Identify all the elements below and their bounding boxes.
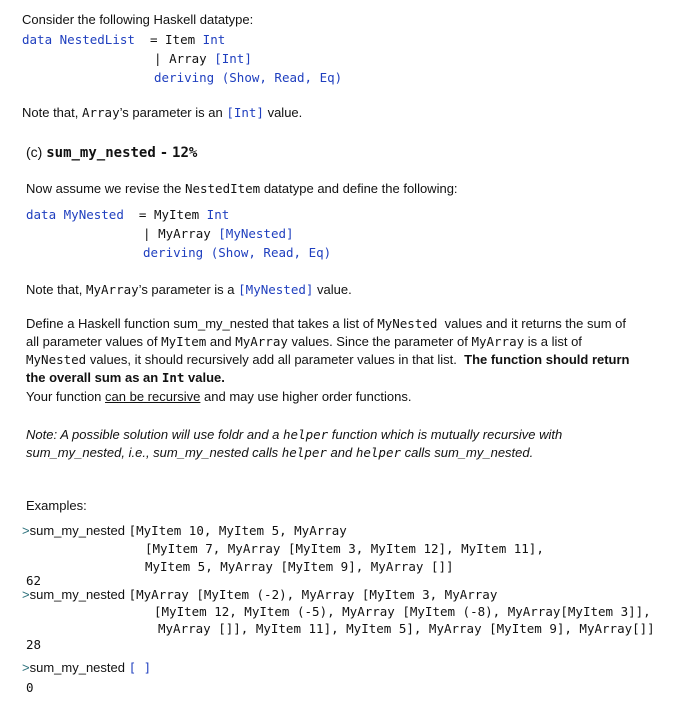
section-title: sum_my_nested [46, 145, 156, 161]
example1-call: sum_my_nested [29, 523, 129, 538]
deriving-classes: (Show, Read, Eq) [210, 245, 332, 260]
hint-code: helper [281, 445, 327, 460]
define-text: values, it should recursively add all parameter values in that list. [86, 352, 465, 367]
define-text: is a list of [524, 334, 582, 349]
example2-line1 [22, 587, 497, 602]
note-text: Note that, [22, 105, 82, 120]
hint-text: and [326, 445, 356, 460]
hint-code: helper [355, 445, 402, 460]
bar-sign: | [143, 226, 151, 241]
equals-sign: = [149, 32, 158, 47]
define-line-2 [26, 334, 582, 349]
define-line-1 [26, 316, 626, 331]
hint-line-2 [26, 445, 533, 460]
section-weight: 12% [172, 145, 198, 161]
example3-arg: [ ] [128, 660, 152, 675]
constructor-myarray-arg: [MyNested] [218, 226, 294, 241]
hint-line-1 [26, 427, 562, 442]
define-underline: can be recursive [105, 389, 201, 404]
section-dash: - [159, 145, 169, 161]
mynested-deriving [143, 245, 331, 260]
example3-line1 [22, 660, 151, 675]
define-code: MyArray [235, 334, 288, 349]
define-code: MyNested [377, 316, 438, 331]
note-code-int-list: [Int] [226, 105, 264, 120]
define-text: all parameter values of [26, 334, 162, 349]
prompt-symbol: > [22, 523, 30, 538]
constructor-myarray: MyArray [158, 226, 211, 241]
constructor-myitem-arg: Int [206, 207, 230, 222]
examples-label: Examples: [26, 498, 87, 513]
assume-pre: Now assume we revise the [26, 181, 185, 196]
note-array-param [22, 105, 302, 120]
note-code-mynested-list: [MyNested] [238, 282, 314, 297]
define-code: MyItem [161, 334, 207, 349]
nestedlist-decl-line2 [154, 51, 252, 66]
type-name: MyNested [63, 207, 124, 222]
note-text: Note that, [26, 282, 86, 297]
note-code-array: Array [81, 105, 120, 120]
type-name: NestedList [59, 32, 135, 47]
define-text: Your function [26, 389, 106, 404]
hint-text: Note: A possible solution will use foldr and a [26, 427, 284, 442]
define-text: values and it returns the sum of [437, 316, 627, 331]
equals-sign: = [138, 207, 147, 222]
define-code: MyNested [26, 352, 87, 367]
define-bold: value. [184, 370, 225, 385]
define-text: Define a Haskell function sum_my_nested that takes a list of [26, 316, 378, 331]
constructor-item-arg: Int [202, 32, 226, 47]
data-keyword: data [22, 32, 53, 47]
define-code: MyArray [471, 334, 525, 349]
note-text-post: value. [313, 282, 352, 297]
nestedlist-deriving [154, 70, 342, 85]
example3-call: sum_my_nested [29, 660, 129, 675]
mynested-decl-line2 [143, 226, 294, 241]
example1-arg-line2: [MyItem 7, MyArray [MyItem 3, MyItem 12], MyItem 11], [145, 541, 544, 556]
data-keyword: data [26, 207, 57, 222]
constructor-array-arg: [Int] [214, 51, 252, 66]
example1-result: 62 [26, 573, 42, 588]
section-label: (c) [26, 144, 43, 160]
note-text-mid: ’s parameter is a [138, 282, 239, 297]
hint-code: helper [283, 427, 329, 442]
define-line-3 [26, 352, 630, 367]
example1-arg-line1: [MyItem 10, MyItem 5, MyArray [128, 523, 347, 538]
example1-arg-line3: MyItem 5, MyArray [MyItem 9], MyArray []] [145, 559, 454, 574]
deriving-keyword: deriving [154, 70, 215, 85]
note-code-myarray: MyArray [85, 282, 139, 297]
hint-text: function which is mutually recursive with [328, 427, 563, 442]
example2-call: sum_my_nested [29, 587, 129, 602]
define-text: and may use higher order functions. [200, 389, 412, 404]
hint-text: calls sum_my_nested. [401, 445, 534, 460]
constructor-myitem: MyItem [153, 207, 200, 222]
assume-post: datatype and define the following: [260, 181, 458, 196]
mynested-decl-line1 [26, 207, 229, 222]
constructor-array: Array [169, 51, 207, 66]
deriving-classes: (Show, Read, Eq) [221, 70, 343, 85]
note-myarray-param [26, 282, 352, 297]
define-line-5 [26, 389, 411, 404]
bar-sign: | [154, 51, 162, 66]
define-text: and [206, 334, 236, 349]
define-line-4 [26, 370, 225, 385]
example3-result: 0 [26, 680, 34, 695]
define-bold: The function should return [464, 352, 630, 367]
note-text-post: value. [263, 105, 303, 120]
note-text-mid: ’s parameter is an [119, 105, 227, 120]
define-text: values. Since the parameter of [287, 334, 472, 349]
example2-result: 28 [26, 637, 42, 652]
hint-text: sum_my_nested, i.e., sum_my_nested calls [26, 445, 282, 460]
constructor-item: Item [165, 32, 196, 47]
example2-arg-line3: MyArray []], MyItem 11], MyItem 5], MyArray [MyItem 9], MyArray[]] [158, 621, 655, 636]
deriving-keyword: deriving [143, 245, 204, 260]
example2-arg-line2: [MyItem 12, MyItem (-5), MyArray [MyItem (-8), MyArray[MyItem 3]], [154, 604, 651, 619]
assume-text [26, 181, 458, 196]
define-bold: the overall sum as an [26, 370, 162, 385]
prompt-symbol: > [22, 587, 30, 602]
example1-line1 [22, 523, 347, 538]
define-code: Int [161, 370, 185, 385]
prompt-symbol: > [22, 660, 30, 675]
nestedlist-decl-line1 [22, 32, 225, 47]
example2-arg-line1: [MyArray [MyItem (-2), MyArray [MyItem 3, MyArray [128, 587, 498, 602]
assume-code: NestedItem [184, 181, 261, 196]
section-heading [26, 144, 197, 161]
intro-text: Consider the following Haskell datatype: [22, 12, 254, 27]
